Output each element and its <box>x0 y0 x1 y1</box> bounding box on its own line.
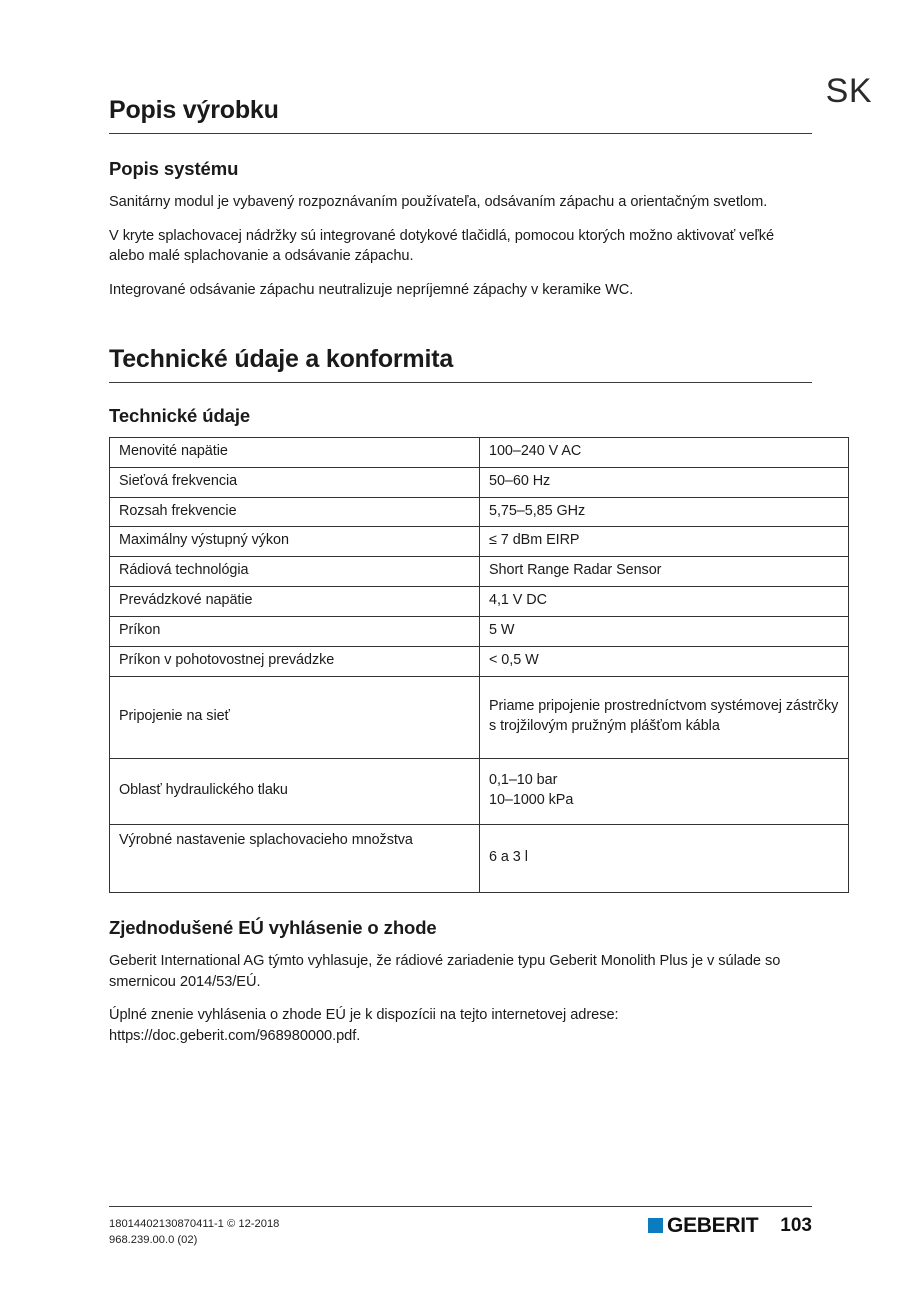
spec-label: Príkon <box>110 617 480 647</box>
paragraph-system-description-3: Integrované odsávanie zápachu neutralizuje nepríjemné zápachy v keramike WC. <box>109 282 634 299</box>
table-row <box>110 617 849 647</box>
table-row <box>110 527 849 557</box>
paragraph-eu-declaration-2: Úplné znenie vyhlásenia o zhode EÚ je k dispozícii na tejto internetovej adrese: https://doc.geberit.com/968980000.pdf. <box>109 1007 619 1045</box>
paragraph-system-description-2: V kryte splachovacej nádržky sú integrované dotykové tlačidlá, pomocou ktorých možno aktivovať veľké alebo malé splachovanie a odsávanie zápachu. <box>109 227 775 265</box>
paragraph-eu-declaration-1: Geberit International AG týmto vyhlasuje, že rádiové zariadenie typu Geberit Monolith Plus je v súlade so smernicou 2014/53/EÚ. <box>109 952 781 990</box>
table-row <box>110 497 849 527</box>
section-heading-system-description: Popis systému <box>109 157 239 179</box>
spec-value: ≤ 7 dBm EIRP <box>480 527 849 557</box>
page-number: 103 <box>780 1215 812 1236</box>
table-row <box>110 557 849 587</box>
table-row <box>110 587 849 617</box>
section-heading-technical-data: Technické údaje <box>109 404 251 426</box>
spec-value: Priame pripojenie prostredníctvom systémovej zástrčky s trojžilovým pružným plášťom kábla <box>480 676 849 758</box>
footer-code-line-1: 18014402130870411-1 © 12-2018 <box>109 1218 280 1230</box>
footer-code-line-2: 968.239.00.0 (02) <box>109 1234 198 1247</box>
chapter-title-product-description: Popis výrobku <box>109 96 812 134</box>
table-row <box>110 824 849 892</box>
spec-value: 5,75–5,85 GHz <box>480 497 849 527</box>
geberit-wordmark: GEBERIT <box>667 1214 759 1237</box>
footer-document-codes <box>109 1216 279 1248</box>
section-heading-eu-declaration: Zjednodušené EÚ vyhlásenie o zhode <box>109 916 437 938</box>
page-content <box>109 96 839 1047</box>
spec-label: Príkon v pohotovostnej prevádzke <box>110 646 480 676</box>
spec-label: Menovité napätie <box>110 437 480 467</box>
table-row <box>110 437 849 467</box>
spec-label: Maximálny výstupný výkon <box>110 527 480 557</box>
spec-label: Prevádzkové napätie <box>110 587 480 617</box>
table-row <box>110 467 849 497</box>
table-row <box>110 676 849 758</box>
language-marker: SK <box>825 72 872 110</box>
spec-label: Sieťová frekvencia <box>110 467 480 497</box>
spec-value: 5 W <box>480 617 849 647</box>
spec-value <box>480 758 849 824</box>
spec-value: 50–60 Hz <box>480 467 849 497</box>
spec-value: < 0,5 W <box>480 646 849 676</box>
spec-value-line: 10–1000 kPa <box>489 791 574 808</box>
geberit-logo <box>648 1215 758 1236</box>
spec-label: Pripojenie na sieť <box>110 676 480 758</box>
spec-label: Rádiová technológia <box>110 557 480 587</box>
spec-value: 4,1 V DC <box>480 587 849 617</box>
spec-label: Oblasť hydraulického tlaku <box>110 758 480 824</box>
table-row <box>110 646 849 676</box>
technical-data-table <box>109 437 849 893</box>
table-row <box>110 758 849 824</box>
paragraph-system-description-1: Sanitárny modul je vybavený rozpoznávaním používateľa, odsávaním zápachu a orientačným svetlom. <box>109 193 768 210</box>
spec-label: Výrobné nastavenie splachovacieho množstva <box>110 824 480 892</box>
spec-value: 100–240 V AC <box>480 437 849 467</box>
spec-value: 6 a 3 l <box>480 824 849 892</box>
page-footer <box>109 1206 812 1248</box>
spec-label: Rozsah frekvencie <box>110 497 480 527</box>
geberit-square-icon <box>648 1218 663 1233</box>
footer-brand-block <box>648 1215 812 1236</box>
chapter-title-technical-data: Technické údaje a konformita <box>109 345 812 383</box>
spec-value-line: 0,1–10 bar <box>489 771 558 788</box>
spec-value: Short Range Radar Sensor <box>480 557 849 587</box>
